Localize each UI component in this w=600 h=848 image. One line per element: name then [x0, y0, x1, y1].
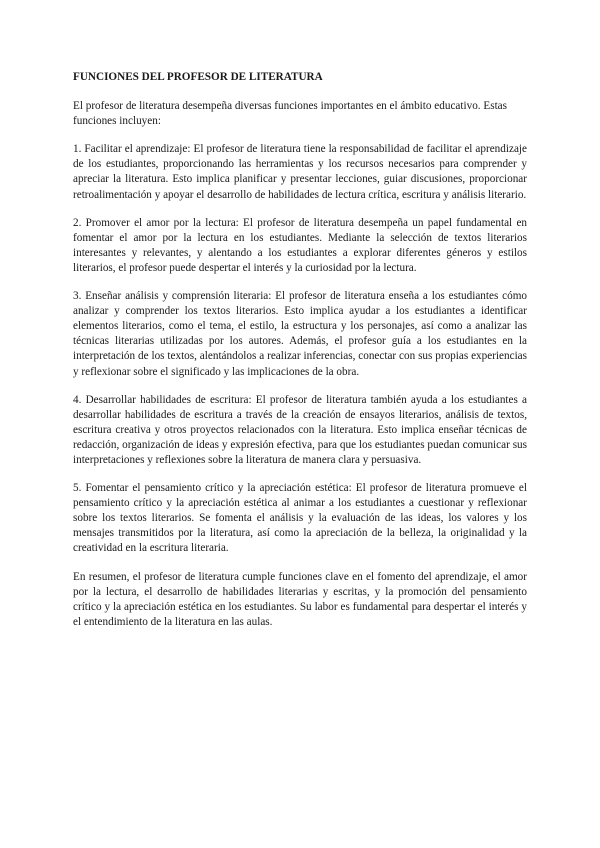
- paragraph-ensenar-analisis: 3. Enseñar análisis y comprensión literaria: El profesor de literatura enseña a los estudiantes cómo analizar y comprender los textos literarios. Esto implica ayudar a los estudiantes a identificar elementos literarios, como el tema, el estilo, la estructura y los personajes, así como a analizar las técnicas literarias utilizadas por los autores. Además, el profesor guía a los estudiantes en la interpretación de los textos, alentándolos a realizar inferencias, conectar con sus propias experiencias y reflexionar sobre el significado y las implicaciones de la obra.: [73, 290, 527, 378]
- paragraph-pensamiento-critico: 5. Fomentar el pensamiento crítico y la apreciación estética: El profesor de literatura promueve el pensamiento crítico y la apreciación estética al animar a los estudiantes a cuestionar y reflexionar sobre los textos literarios. Se fomenta el análisis y la evaluación de las ideas, los valores y los mensajes transmitidos por la literatura, así como la apreciación de la belleza, la originalidad y la creatividad en la escritura literaria.: [73, 482, 527, 555]
- paragraph-facilitar-aprendizaje: 1. Facilitar el aprendizaje: El profesor de literatura tiene la responsabilidad de facilitar el aprendizaje de los estudiantes, proporcionando las herramientas y los recursos necesarios para comprender y apreciar la literatura. Esto implica planificar y presentar lecciones, guiar discusiones, proporcionar retroalimentación y apoyar el desarrollo de habilidades de lectura crítica, escritura y análisis literario.: [73, 143, 527, 201]
- paragraph-promover-lectura: 2. Promover el amor por la lectura: El profesor de literatura desempeña un papel fundamental en fomentar el amor por la lectura en los estudiantes. Mediante la selección de textos literarios interesantes y relevantes, y alentando a los estudiantes a explorar diferentes géneros y estilos literarios, el profesor puede despertar el interés y la curiosidad por la lectura.: [73, 216, 527, 274]
- document-content: [73, 70, 527, 643]
- paragraph-resumen: En resumen, el profesor de literatura cumple funciones clave en el fomento del aprendizaje, el amor por la lectura, el desarrollo de habilidades literarias y escritas, y la promoción del pensamiento crítico y la apreciación estética en los estudiantes. Su labor es fundamental para despertar el interés y el entendimiento de la literatura en las aulas.: [73, 570, 527, 628]
- paragraph-desarrollar-escritura: 4. Desarrollar habilidades de escritura: El profesor de literatura también ayuda a los estudiantes a desarrollar habilidades de escritura a través de la creación de ensayos literarios, análisis de textos, escritura creativa y otros proyectos relacionados con la literatura. Esto implica enseñar técnicas de redacción, organización de ideas y expresión efectiva, para que los estudiantes puedan comunicar sus interpretaciones y reflexiones sobre la literatura de manera clara y persuasiva.: [73, 393, 527, 466]
- paragraph-intro: El profesor de literatura desempeña diversas funciones importantes en el ámbito educativo. Estas funciones incluyen:: [73, 100, 507, 128]
- document-title: FUNCIONES DEL PROFESOR DE LITERATURA: [73, 71, 323, 83]
